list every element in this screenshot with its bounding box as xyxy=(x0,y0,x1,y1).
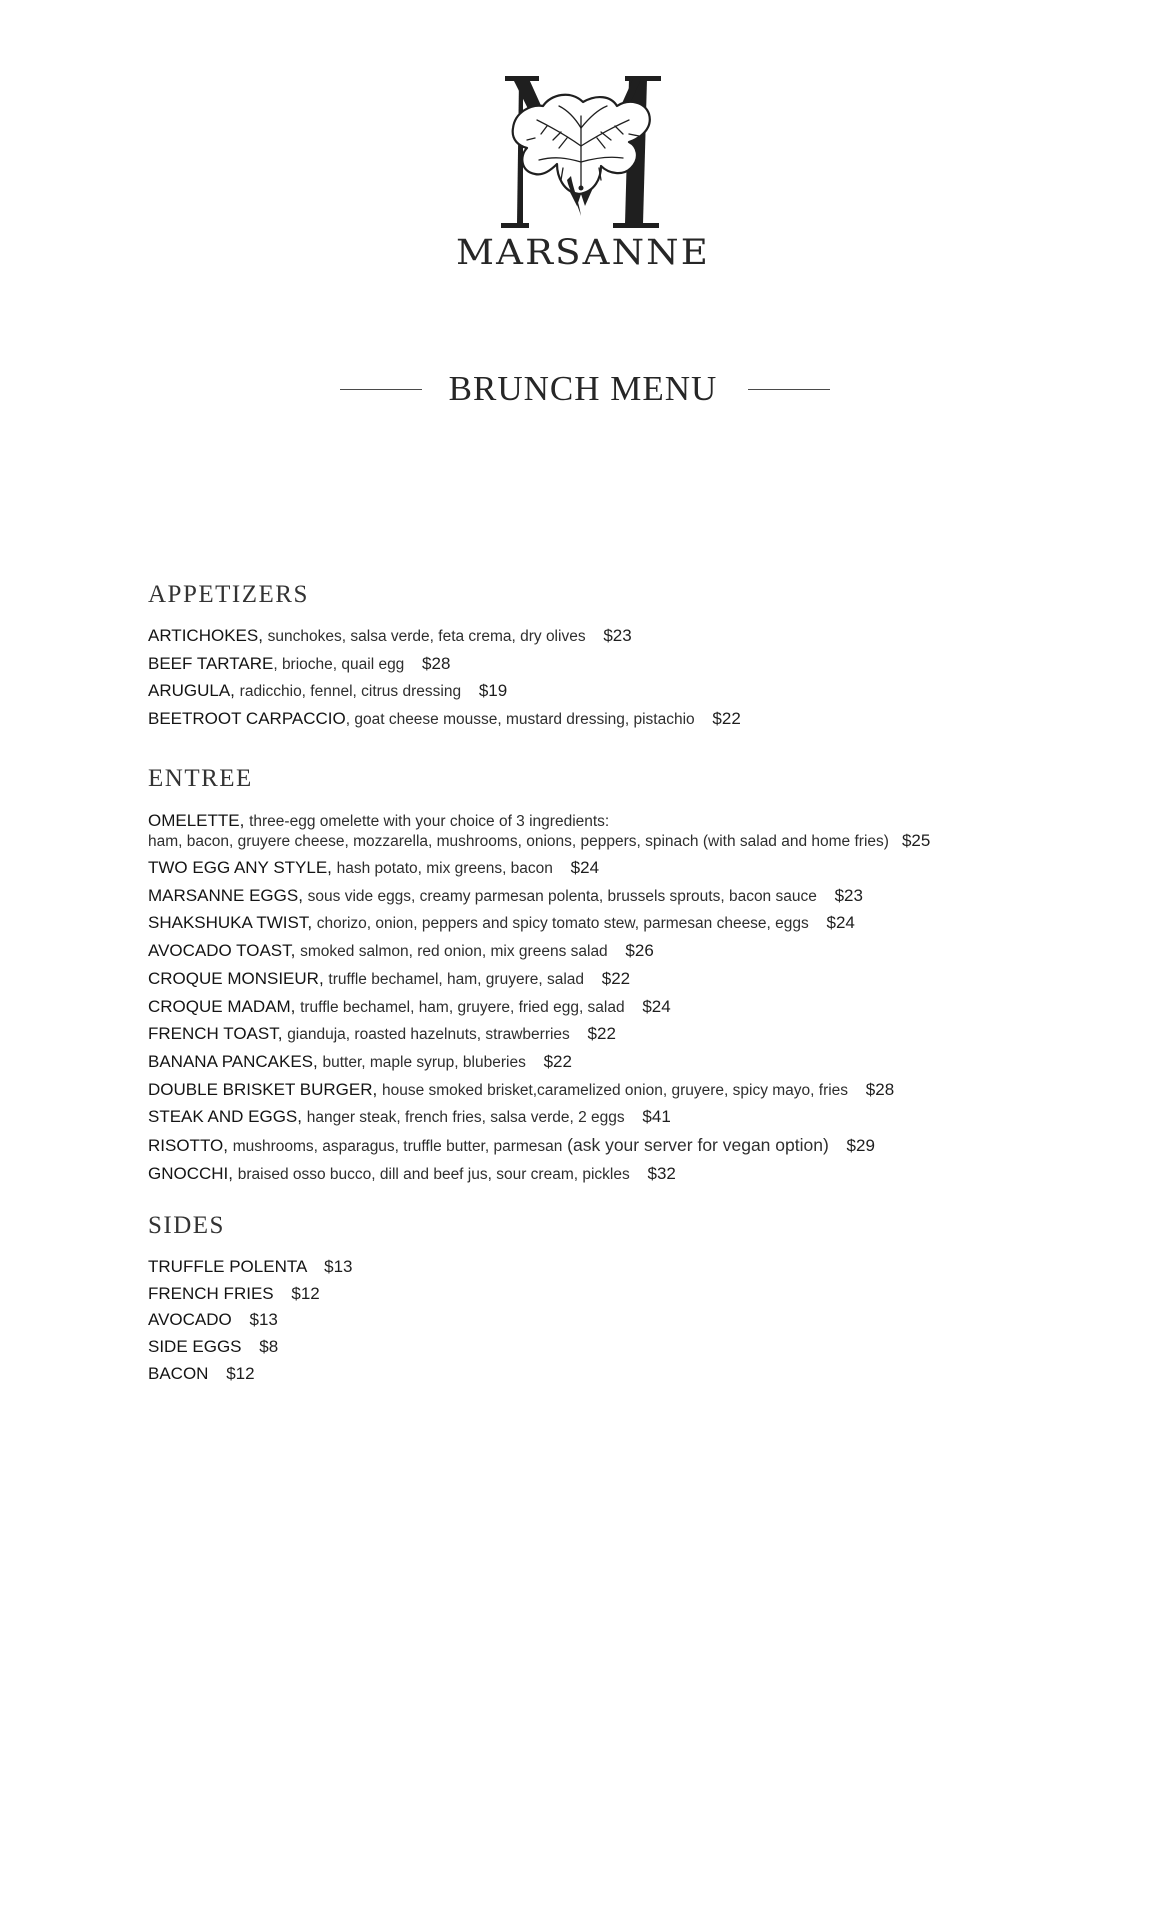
brand-name: MARSANNE xyxy=(456,233,710,273)
vegan-option-note: (ask your server for vegan option) xyxy=(567,1135,829,1156)
menu-item-omelette xyxy=(148,807,1078,855)
item-price: $12 xyxy=(226,1363,255,1383)
item-name: AVOCADO xyxy=(148,1310,232,1330)
item-price: $22 xyxy=(601,968,631,988)
item-name: CROQUE MADAM, xyxy=(148,996,296,1016)
item-description: , brioche, quail egg xyxy=(273,655,405,673)
item-name: FRENCH FRIES xyxy=(148,1283,274,1303)
item-description: , goat cheese mousse, mustard dressing, pistachio xyxy=(345,711,695,729)
item-price: $23 xyxy=(603,626,632,645)
menu-item xyxy=(148,1104,1078,1132)
menu-item xyxy=(148,1254,1078,1281)
item-description: chorizo, onion, peppers and spicy tomato stew, parmesan cheese, eggs xyxy=(316,915,809,933)
item-name: STEAK AND EGGS, xyxy=(148,1107,302,1127)
menu-item xyxy=(148,623,1078,651)
item-description: hash potato, mix greens, bacon xyxy=(336,860,553,877)
item-name: BANANA PANCAKES, xyxy=(148,1051,318,1071)
item-price: $22 xyxy=(587,1024,616,1044)
item-name: TRUFFLE POLENTA xyxy=(148,1257,307,1276)
item-price: $19 xyxy=(478,681,508,701)
menu-title: BRUNCH MENU xyxy=(448,369,718,408)
item-price: $24 xyxy=(642,996,671,1016)
item-price: $25 xyxy=(901,831,931,850)
entree-section xyxy=(148,764,1078,1188)
item-price: $13 xyxy=(324,1257,353,1276)
item-description-line2 xyxy=(148,831,1078,851)
item-name: MARSANNE EGGS, xyxy=(148,885,303,905)
item-name: OMELETTE, xyxy=(148,811,245,830)
menu-item-risotto xyxy=(148,1132,1078,1161)
item-description: radicchio, fennel, citrus dressing xyxy=(239,683,462,701)
item-name: BEEF TARTARE xyxy=(148,653,274,673)
item-description: braised osso bucco, dill and beef jus, sour cream, pickles xyxy=(237,1165,630,1183)
section-heading-entree: ENTREE xyxy=(148,765,253,792)
item-name: BACON xyxy=(148,1363,209,1383)
menu-item xyxy=(148,651,1078,679)
item-price: $24 xyxy=(826,913,855,933)
appetizers-section xyxy=(148,580,1078,734)
menu-item xyxy=(148,1281,1078,1308)
entree-list xyxy=(148,807,1078,1188)
sides-list xyxy=(148,1254,1078,1388)
menu-item xyxy=(148,1021,1078,1049)
item-description: sunchokes, salsa verde, feta crema, dry olives xyxy=(267,628,586,645)
menu-item xyxy=(148,1049,1078,1077)
item-name: AVOCADO TOAST, xyxy=(148,941,296,961)
section-heading-sides: SIDES xyxy=(148,1212,225,1239)
title-divider-left xyxy=(340,389,422,390)
menu-item xyxy=(148,1361,1078,1388)
section-heading-appetizers: APPETIZERS xyxy=(148,581,309,608)
item-price: $22 xyxy=(712,709,741,729)
item-description: smoked salmon, red onion, mix greens salad xyxy=(300,943,608,961)
menu-item xyxy=(148,1334,1078,1361)
item-name: FRENCH TOAST, xyxy=(148,1024,283,1044)
item-name: SHAKSHUKA TWIST, xyxy=(148,913,313,933)
title-divider-right xyxy=(748,389,830,390)
item-price: $13 xyxy=(249,1310,278,1330)
item-description: butter, maple syrup, bluberies xyxy=(322,1053,526,1071)
item-price: $32 xyxy=(647,1163,676,1183)
item-name: RISOTTO, xyxy=(148,1136,228,1156)
item-name: CROQUE MONSIEUR, xyxy=(148,968,324,988)
item-name: GNOCCHI, xyxy=(148,1163,233,1183)
item-description: truffle bechamel, ham, gruyere, fried egg, salad xyxy=(300,998,625,1016)
m-monogram-fig-leaf-icon xyxy=(501,76,665,228)
item-price: $41 xyxy=(642,1107,671,1127)
item-description: sous vide eggs, creamy parmesan polenta, brussels sprouts, bacon sauce xyxy=(307,887,817,905)
item-name: ARUGULA, xyxy=(148,681,235,701)
menu-item xyxy=(148,994,1078,1022)
item-description: truffle bechamel, ham, gruyere, salad xyxy=(328,970,585,988)
item-description: mushrooms, asparagus, truffle butter, parmesan xyxy=(232,1138,563,1156)
item-price: $22 xyxy=(543,1051,572,1071)
item-description: hanger steak, french fries, salsa verde, 2 eggs xyxy=(306,1109,625,1127)
appetizers-list xyxy=(148,623,1078,734)
item-price: $29 xyxy=(846,1136,875,1156)
item-description: three-egg omelette with your choice of 3 ingredients: xyxy=(249,813,610,830)
menu-item xyxy=(148,706,1078,734)
item-price: $26 xyxy=(625,941,654,961)
item-description: house smoked brisket,caramelized onion, gruyere, spicy mayo, fries xyxy=(381,1081,849,1099)
menu-item xyxy=(148,966,1078,994)
menu-item xyxy=(148,1307,1078,1334)
menu-item-gnocchi xyxy=(148,1161,1078,1189)
item-name: BEETROOT CARPACCIO xyxy=(148,709,346,729)
item-price: $23 xyxy=(834,885,863,905)
item-name: DOUBLE BRISKET BURGER, xyxy=(148,1079,378,1099)
menu-item xyxy=(148,938,1078,966)
brand-logo xyxy=(456,76,710,286)
item-name: SIDE EGGS xyxy=(148,1337,242,1357)
item-price: $24 xyxy=(570,858,600,877)
omelette-ingredients: ham, bacon, gruyere cheese, mozzarella, mushrooms, onions, peppers, spinach (with salad and home fries) xyxy=(148,833,889,850)
item-price: $8 xyxy=(259,1337,279,1357)
item-description: gianduja, roasted hazelnuts, strawberries xyxy=(287,1026,570,1044)
item-price: $12 xyxy=(291,1283,320,1303)
item-price: $28 xyxy=(865,1079,895,1099)
item-name: TWO EGG ANY STYLE, xyxy=(148,858,332,877)
sides-section xyxy=(148,1211,1078,1388)
menu-item xyxy=(148,855,1078,883)
menu-item xyxy=(148,910,1078,938)
menu-item xyxy=(148,678,1078,706)
item-name: ARTICHOKES, xyxy=(148,626,263,645)
item-price: $28 xyxy=(422,653,451,673)
menu-title-row xyxy=(0,366,1166,412)
menu-item xyxy=(148,1077,1078,1105)
menu-item xyxy=(148,883,1078,911)
